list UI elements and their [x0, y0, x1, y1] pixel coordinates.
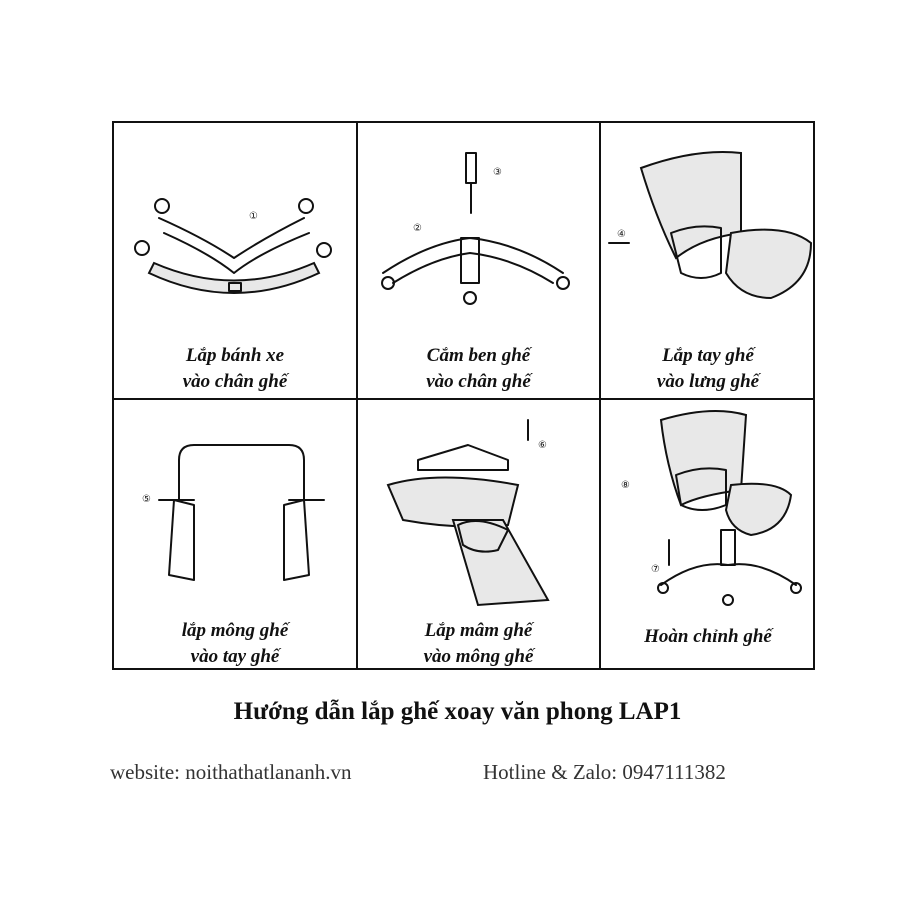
label-3: ③	[493, 167, 502, 178]
page-title: Hướng dẫn lắp ghế xoay văn phong LAP1	[233, 698, 682, 725]
seat-plate-illustration	[358, 400, 599, 610]
step-5-line2: vào mông ghế	[423, 646, 534, 667]
step-2-line1: Cắm ben ghế	[426, 345, 531, 366]
completed-chair-illustration	[601, 400, 815, 610]
label-2: ②	[413, 223, 422, 234]
label-5: ⑤	[142, 494, 151, 505]
label-6: ⑥	[538, 440, 547, 451]
step-4-caption	[114, 618, 356, 670]
hotline-text: Hotline & Zalo: 0947111382	[483, 760, 726, 784]
step-1-line1: Lắp bánh xe	[185, 345, 285, 366]
step-1-line2: vào chân ghế	[182, 371, 288, 392]
step-4-line2: vào tay ghế	[190, 646, 280, 667]
step-4-line1: lắp mông ghế	[181, 620, 289, 641]
step-2-line2: vào chân ghế	[426, 371, 531, 392]
armrest-backrest-illustration	[601, 123, 815, 343]
seat-to-arms-illustration	[114, 400, 356, 610]
step-3-caption	[601, 343, 815, 395]
step-2-caption	[358, 343, 599, 395]
step-cell-5	[358, 400, 601, 668]
step-cell-4	[114, 400, 358, 668]
step-6-caption	[601, 624, 815, 650]
label-1: ①	[249, 211, 258, 222]
label-8: ⑧	[621, 480, 630, 491]
gas-lift-illustration	[358, 123, 599, 343]
step-cell-6	[601, 400, 815, 668]
step-cell-1	[114, 123, 358, 400]
step-3-line2: vào lưng ghế	[656, 371, 760, 392]
label-4: ④	[617, 229, 626, 240]
step-1-caption	[114, 343, 356, 395]
step-cell-2	[358, 123, 601, 400]
step-6-line1: Hoàn chỉnh ghế	[644, 626, 772, 647]
step-5-line1: Lắp mâm ghế	[424, 620, 533, 641]
step-cell-3	[601, 123, 815, 400]
website-link[interactable]: website: noithathatlananh.vn	[110, 760, 352, 784]
step-5-caption	[358, 618, 599, 670]
caster-wheels-illustration	[114, 123, 356, 343]
label-7: ⑦	[651, 564, 660, 575]
instruction-grid	[112, 121, 815, 670]
step-3-line1: Lắp tay ghế	[662, 345, 754, 366]
